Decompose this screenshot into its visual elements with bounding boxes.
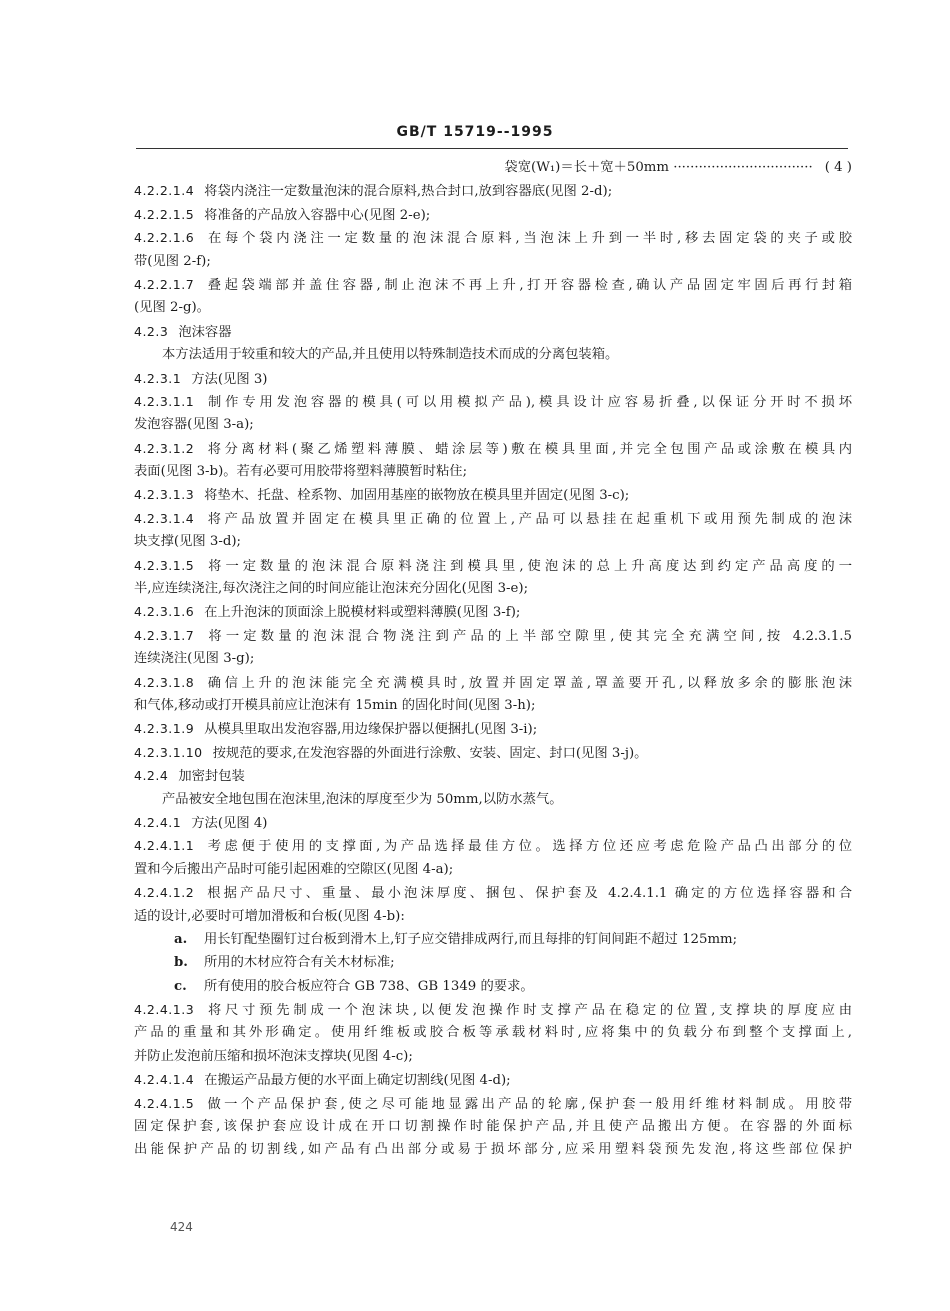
clause-number: 4.2.3.1.5	[134, 557, 195, 573]
text-line	[134, 1092, 852, 1115]
clause-text: 泡沫容器	[178, 324, 232, 340]
list-item-label: c.	[174, 978, 187, 994]
text-line	[134, 694, 852, 717]
clause-number: 4.2.4.1	[134, 814, 182, 830]
clause-number: 4.2.3.1.7	[134, 627, 195, 643]
clause-text: 表面(见图 3-b)。若有必要可用胶带将塑料薄膜暂时粘住;	[134, 464, 468, 480]
clause-number: 4.2.3	[134, 323, 169, 339]
clause-number: 4.2.3.1.9	[134, 721, 195, 737]
clause-text: 并防止发泡前压缩和损坏泡沫支撑块(见图 4-c);	[134, 1048, 413, 1064]
clause-text: 做一个产品保护套,使之尽可能地显露出产品的轮廓,保护套一般用纤维材料制成。用胶带	[204, 1096, 852, 1112]
text-line	[134, 296, 852, 319]
clause-number: 4.2.2.1.5	[134, 206, 195, 222]
clause-text: 用长钉配垫圈钉过台板到滑木上,钉子应交错排成两行,而且每排的钉间间距不超过 125mm;	[204, 931, 738, 947]
text-line	[134, 483, 852, 506]
text-line	[134, 1115, 852, 1138]
text-line	[134, 881, 852, 904]
clause-text: 将一定数量的泡沫混合物浇注到产品的上半部空隙里,使其完全充满空间,按 4.2.3.1.5	[204, 628, 852, 644]
text-line	[134, 998, 852, 1021]
text-line	[134, 764, 852, 787]
clause-text: 在每个袋内浇注一定数量的泡沫混合原料,当泡沫上升到一半时,移去固定袋的夹子或胶	[204, 231, 852, 247]
page-header: GB/T 15719--1995	[396, 124, 554, 140]
text-line	[134, 226, 852, 249]
clause-number: 4.2.4	[134, 768, 169, 784]
text-line	[134, 460, 852, 483]
clause-text: 将袋内浇注一定数量泡沫的混合原料,热合封口,放到容器底(见图 2-d);	[204, 184, 613, 200]
clause-text: 方法(见图 4)	[191, 815, 268, 831]
clause-text: 将垫木、托盘、栓系物、加固用基座的嵌物放在模具里并固定(见图 3-c);	[204, 488, 630, 504]
clause-text: 发泡容器(见图 3-a);	[134, 417, 254, 433]
clause-text: 产品的重量和其外形确定。使用纤维板或胶合板等承载材料时,应将集中的负载分布到整个支撑面上,	[134, 1025, 852, 1041]
text-line	[134, 717, 852, 740]
clause-text: 在上升泡沫的顶面涂上脱模材料或塑料薄膜(见图 3-f);	[204, 605, 521, 621]
clause-text: 出能保护产品的切割线,如产品有凸出部分或易于损坏部分,应采用塑料袋预先发泡,将这些部位保护	[134, 1142, 852, 1158]
text-line	[134, 905, 852, 928]
clause-text: 将产品放置并固定在模具里正确的位置上,产品可以悬挂在起重机下或用预先制成的泡沫	[204, 511, 852, 527]
text-line	[134, 600, 852, 623]
clause-number: 4.2.3.1.4	[134, 510, 195, 526]
text-line	[134, 951, 852, 974]
clause-text: 根据产品尺寸、重量、最小泡沫厚度、捆包、保护套及 4.2.4.1.1 确定的方位选择容器和合	[204, 886, 852, 902]
text-lines	[134, 179, 852, 1161]
text-line	[134, 530, 852, 553]
clause-text: 制作专用发泡容器的模具(可以用模拟产品),模具设计应容易折叠,以保证分开时不损坏	[204, 394, 852, 410]
clause-text: 本方法适用于较重和较大的产品,并且使用以特殊制造技术而成的分离包装箱。	[162, 347, 619, 363]
clause-text: 将分离材料(聚乙烯塑料薄膜、蜡涂层等)敷在模具里面,并完全包围产品或涂敷在模具内	[204, 441, 852, 457]
clause-text: 将尺寸预先制成一个泡沫块,以便发泡操作时支撑产品在稳定的位置,支撑块的厚度应由	[204, 1003, 852, 1019]
clause-number: 4.2.2.1.7	[134, 276, 195, 292]
clause-text: 固定保护套,该保护套应设计成在开口切割操作时能保护产品,并且使产品搬出方便。在容器的外面标	[134, 1119, 852, 1135]
text-line	[134, 413, 852, 436]
clause-text: 将准备的产品放入容器中心(见图 2-e);	[204, 207, 431, 223]
clause-text: (见图 2-g)。	[134, 300, 210, 316]
clause-number: 4.2.2.1.6	[134, 230, 195, 246]
clause-text: 在搬运产品最方便的水平面上确定切割线(见图 4-d);	[204, 1073, 511, 1089]
text-line	[134, 1068, 852, 1091]
clause-text: 所用的木材应符合有关木材标准;	[204, 955, 395, 971]
text-line	[134, 179, 852, 202]
text-line	[134, 788, 852, 811]
text-line	[134, 858, 852, 881]
clause-text: 带(见图 2-f);	[134, 253, 211, 269]
clause-number: 4.2.4.1.4	[134, 1072, 195, 1088]
clause-text: 按规范的要求,在发泡容器的外面进行涂敷、安装、固定、封口(见图 3-j)。	[212, 745, 648, 761]
text-line	[134, 1138, 852, 1161]
clause-number: 4.2.3.1.8	[134, 674, 195, 690]
text-line	[134, 577, 852, 600]
text-line	[134, 343, 852, 366]
page-number: 424	[170, 1220, 193, 1234]
clause-text: 半,应连续浇注,每次浇注之间的时间应能让泡沫充分固化(见图 3-e);	[134, 581, 529, 597]
clause-number: 4.2.4.1.3	[134, 1002, 195, 1018]
clause-text: 加密封包装	[178, 769, 245, 785]
text-line	[134, 250, 852, 273]
list-item-label: a.	[174, 931, 188, 947]
text-line	[134, 390, 852, 413]
clause-text: 确信上升的泡沫能完全充满模具时,放置并固定罩盖,罩盖要开孔,以释放多余的膨胀泡沫	[204, 675, 852, 691]
clause-text: 置和今后搬出产品时可能引起困难的空隙区(见图 4-a);	[134, 861, 454, 877]
text-line	[134, 273, 852, 296]
clause-text: 考虑便于使用的支撑面,为产品选择最佳方位。选择方位还应考虑危险产品凸出部分的位	[204, 839, 852, 855]
list-item-label: b.	[174, 955, 188, 971]
text-line	[134, 928, 852, 951]
text-line	[134, 975, 852, 998]
text-line	[134, 811, 852, 834]
text-line	[134, 203, 852, 226]
clause-number: 4.2.3.1.6	[134, 604, 195, 620]
clause-number: 4.2.3.1.10	[134, 744, 203, 760]
text-line	[134, 741, 852, 764]
clause-text: 连续浇注(见图 3-g);	[134, 651, 255, 667]
text-line	[134, 507, 852, 530]
text-line	[134, 834, 852, 857]
clause-number: 4.2.4.1.1	[134, 838, 195, 854]
clause-text: 叠起袋端部并盖住容器,制止泡沫不再上升,打开容器检查,确认产品固定牢固后再行封箱	[204, 277, 852, 293]
text-line	[134, 671, 852, 694]
clause-number: 4.2.3.1.1	[134, 393, 195, 409]
formula-line	[134, 156, 852, 179]
clause-text: 产品被安全地包围在泡沫里,泡沫的厚度至少为 50mm,以防水蒸气。	[162, 791, 563, 807]
clause-number: 4.2.4.1.5	[134, 1095, 195, 1111]
text-line	[134, 367, 852, 390]
formula-text: 袋宽(W₁)＝长＋宽＋50mm ·································	[504, 160, 813, 175]
header-rule	[136, 148, 848, 149]
clause-text: 从模具里取出发泡容器,用边缘保护器以便捆扎(见图 3-i);	[204, 722, 538, 738]
clause-number: 4.2.3.1.2	[134, 440, 195, 456]
clause-text: 适的设计,必要时可增加滑板和台板(见图 4-b):	[134, 908, 405, 924]
clause-number: 4.2.3.1	[134, 370, 182, 386]
clause-number: 4.2.2.1.4	[134, 183, 195, 199]
text-line	[134, 1021, 852, 1044]
text-line	[134, 647, 852, 670]
clause-text: 方法(见图 3)	[191, 371, 268, 387]
document-body	[134, 156, 852, 1162]
text-line	[134, 1045, 852, 1068]
text-line	[134, 554, 852, 577]
clause-text: 和气体,移动或打开模具前应让泡沫有 15min 的固化时间(见图 3-h);	[134, 697, 536, 713]
text-line	[134, 437, 852, 460]
clause-text: 所有使用的胶合板应符合 GB 738、GB 1349 的要求。	[204, 978, 534, 994]
clause-text: 块支撑(见图 3-d);	[134, 534, 242, 550]
text-line	[134, 624, 852, 647]
formula-tag: ( 4 )	[824, 160, 852, 175]
text-line	[134, 320, 852, 343]
clause-number: 4.2.4.1.2	[134, 885, 195, 901]
clause-text: 将一定数量的泡沫混合原料浇注到模具里,使泡沫的总上升高度达到约定产品高度的一	[204, 558, 852, 574]
clause-number: 4.2.3.1.3	[134, 487, 195, 503]
